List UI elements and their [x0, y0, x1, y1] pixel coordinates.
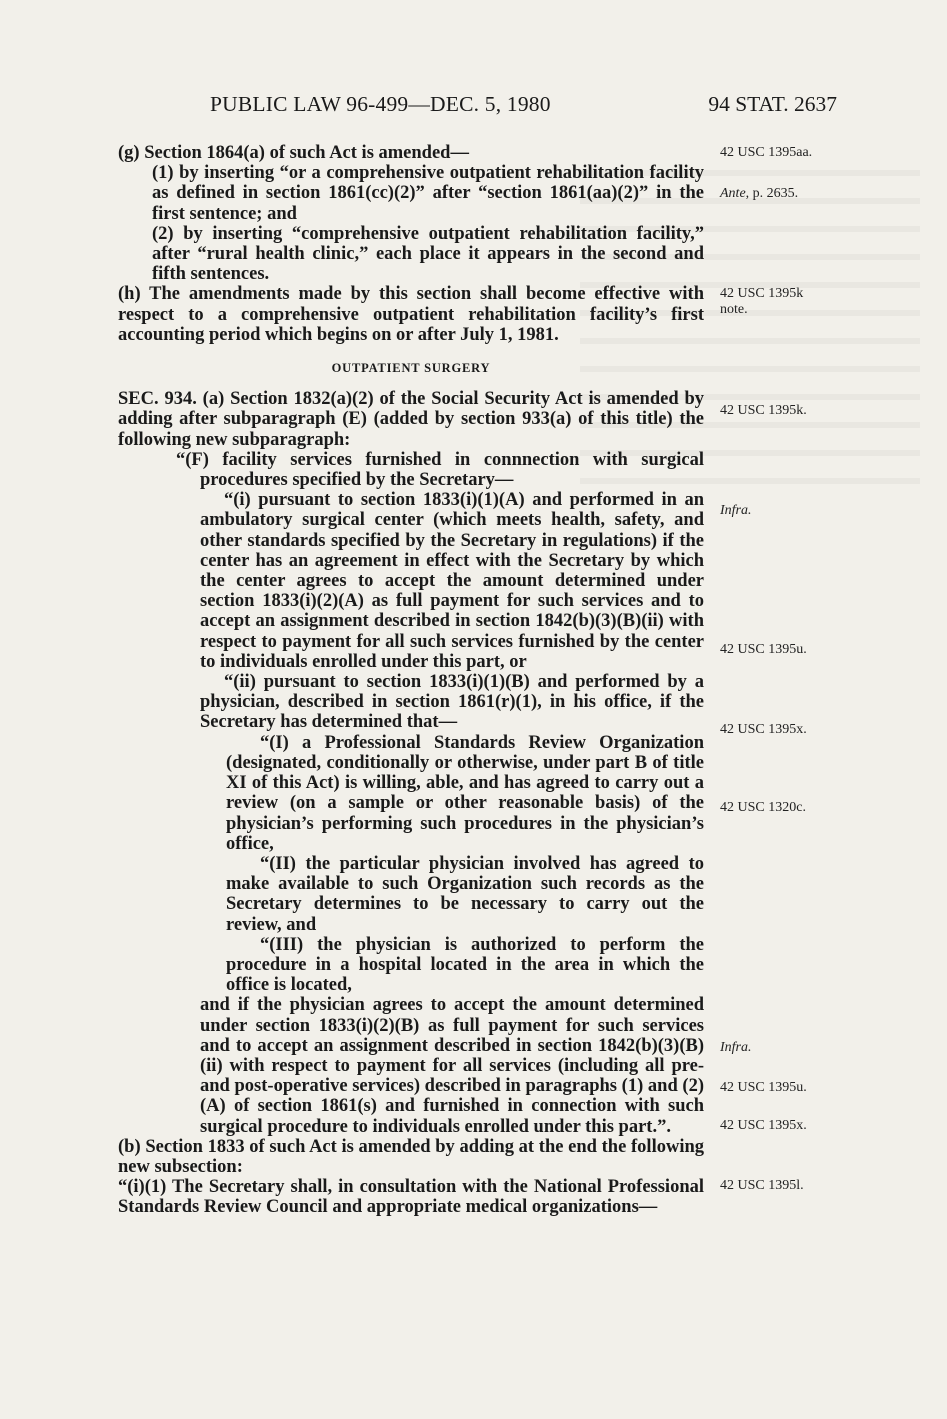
- margin-note-5: 42 USC 1395k.: [720, 403, 807, 418]
- margin-note-10: Infra.: [720, 1040, 752, 1055]
- margin-note-12: 42 USC 1395x.: [720, 1118, 807, 1133]
- main-text-column: [118, 143, 704, 1218]
- margin-note-8: 42 USC 1395x.: [720, 722, 807, 737]
- header-stat-page: 94 STAT. 2637: [708, 92, 837, 116]
- margin-note-11: 42 USC 1395u.: [720, 1080, 807, 1095]
- paragraph-g-intro: (g) Section 1864(a) of such Act is amended—: [118, 143, 469, 163]
- paragraph-f-i: “(i) pursuant to section 1833(i)(1)(A) and performed in an ambulatory surgical center (which meets health, safety, and other standards specified by the Secretary in regulations) if the center has an agreement in effect with the Secretary by which the center agrees to accept the amount determined under section 1833(i)(2)(A) as full payment for such services and to accept an assignment described in section 1842(b)(3)(B)(ii) with respect to payment for all such services furnished by the center to individuals enrolled under this part, or: [200, 490, 704, 672]
- paragraph-i-1: “(i)(1) The Secretary shall, in consultation with the National Professional Standards Review Council and appropriate medical organizations—: [118, 1177, 704, 1218]
- paragraph-h: (h) The amendments made by this section shall become effective with respect to a comprehensive outpatient rehabilitation facility’s first accounting period which begins on or after July 1, 1981.: [118, 284, 704, 345]
- margin-notes: [720, 0, 920, 1419]
- section-heading: OUTPATIENT SURGERY: [331, 361, 491, 376]
- margin-note-9: 42 USC 1320c.: [720, 800, 806, 815]
- margin-note-3: 42 USC 1395k: [720, 286, 804, 301]
- margin-note-13: 42 USC 1395l.: [720, 1178, 804, 1193]
- paragraph-sec-934: SEC. 934. (a) Section 1832(a)(2) of the Social Security Act is amended by adding after subparagraph (E) (added by section 933(a) of this title) the following new subparagraph:: [118, 389, 704, 450]
- paragraph-f-III: “(III) the physician is authorized to perform the procedure in a hospital located in the area in which the office is located,: [226, 934, 704, 996]
- paragraph-f-ii: “(ii) pursuant to section 1833(i)(1)(B) and performed by a physician, described in section 1861(r)(1), in his office, if the Secretary has determined that—: [200, 672, 704, 733]
- margin-note-4: note.: [720, 302, 748, 317]
- paragraph-f-and: and if the physician agrees to accept the amount determined under section 1833(i)(2)(B) as full payment for such services and to accept an assignment described in section 1842(b)(3)(B)(ii) with respect to payment for all services (including all pre- and post-operative services) described in paragraphs (1) and (2)(A) of section 1861(s) and furnished in connection with such surgical procedure to individuals enrolled under this part.”.: [200, 995, 704, 1137]
- paragraph-f-I: “(I) a Professional Standards Review Organization (designated, conditionally or otherwise, under part B of title XI of this Act) is willing, able, and has agreed to carry out a review (on a sample or other reasonable basis) of the physician’s performing such procedures in the physician’s office,: [226, 732, 704, 854]
- margin-note-1: 42 USC 1395aa.: [720, 145, 813, 160]
- margin-note-2: Ante, p. 2635.: [720, 186, 799, 201]
- header-title: PUBLIC LAW 96-499—DEC. 5, 1980: [210, 92, 551, 116]
- paragraph-f-II: “(II) the particular physician involved has agreed to make available to such Organization such records as the Secretary determines to be necessary to carry out the review, and: [226, 853, 704, 935]
- paragraph-f-intro: “(F) facility services furnished in connnection with surgical procedures specified by the Secretary—: [176, 449, 704, 491]
- paragraph-b: (b) Section 1833 of such Act is amended by adding at the end the following new subsection:: [118, 1136, 704, 1177]
- margin-note-6: Infra.: [720, 503, 752, 518]
- paragraph-g-1: (1) by inserting “or a comprehensive outpatient rehabilitation facility as defined in section 1861(cc)(2)” after “section 1861(aa)(2)” in the first sentence; and: [152, 163, 704, 224]
- margin-note-7: 42 USC 1395u.: [720, 642, 807, 657]
- paragraph-g-2: (2) by inserting “comprehensive outpatient rehabilitation facility,” after “rural health clinic,” each place it appears in the second and fifth sentences.: [152, 223, 704, 285]
